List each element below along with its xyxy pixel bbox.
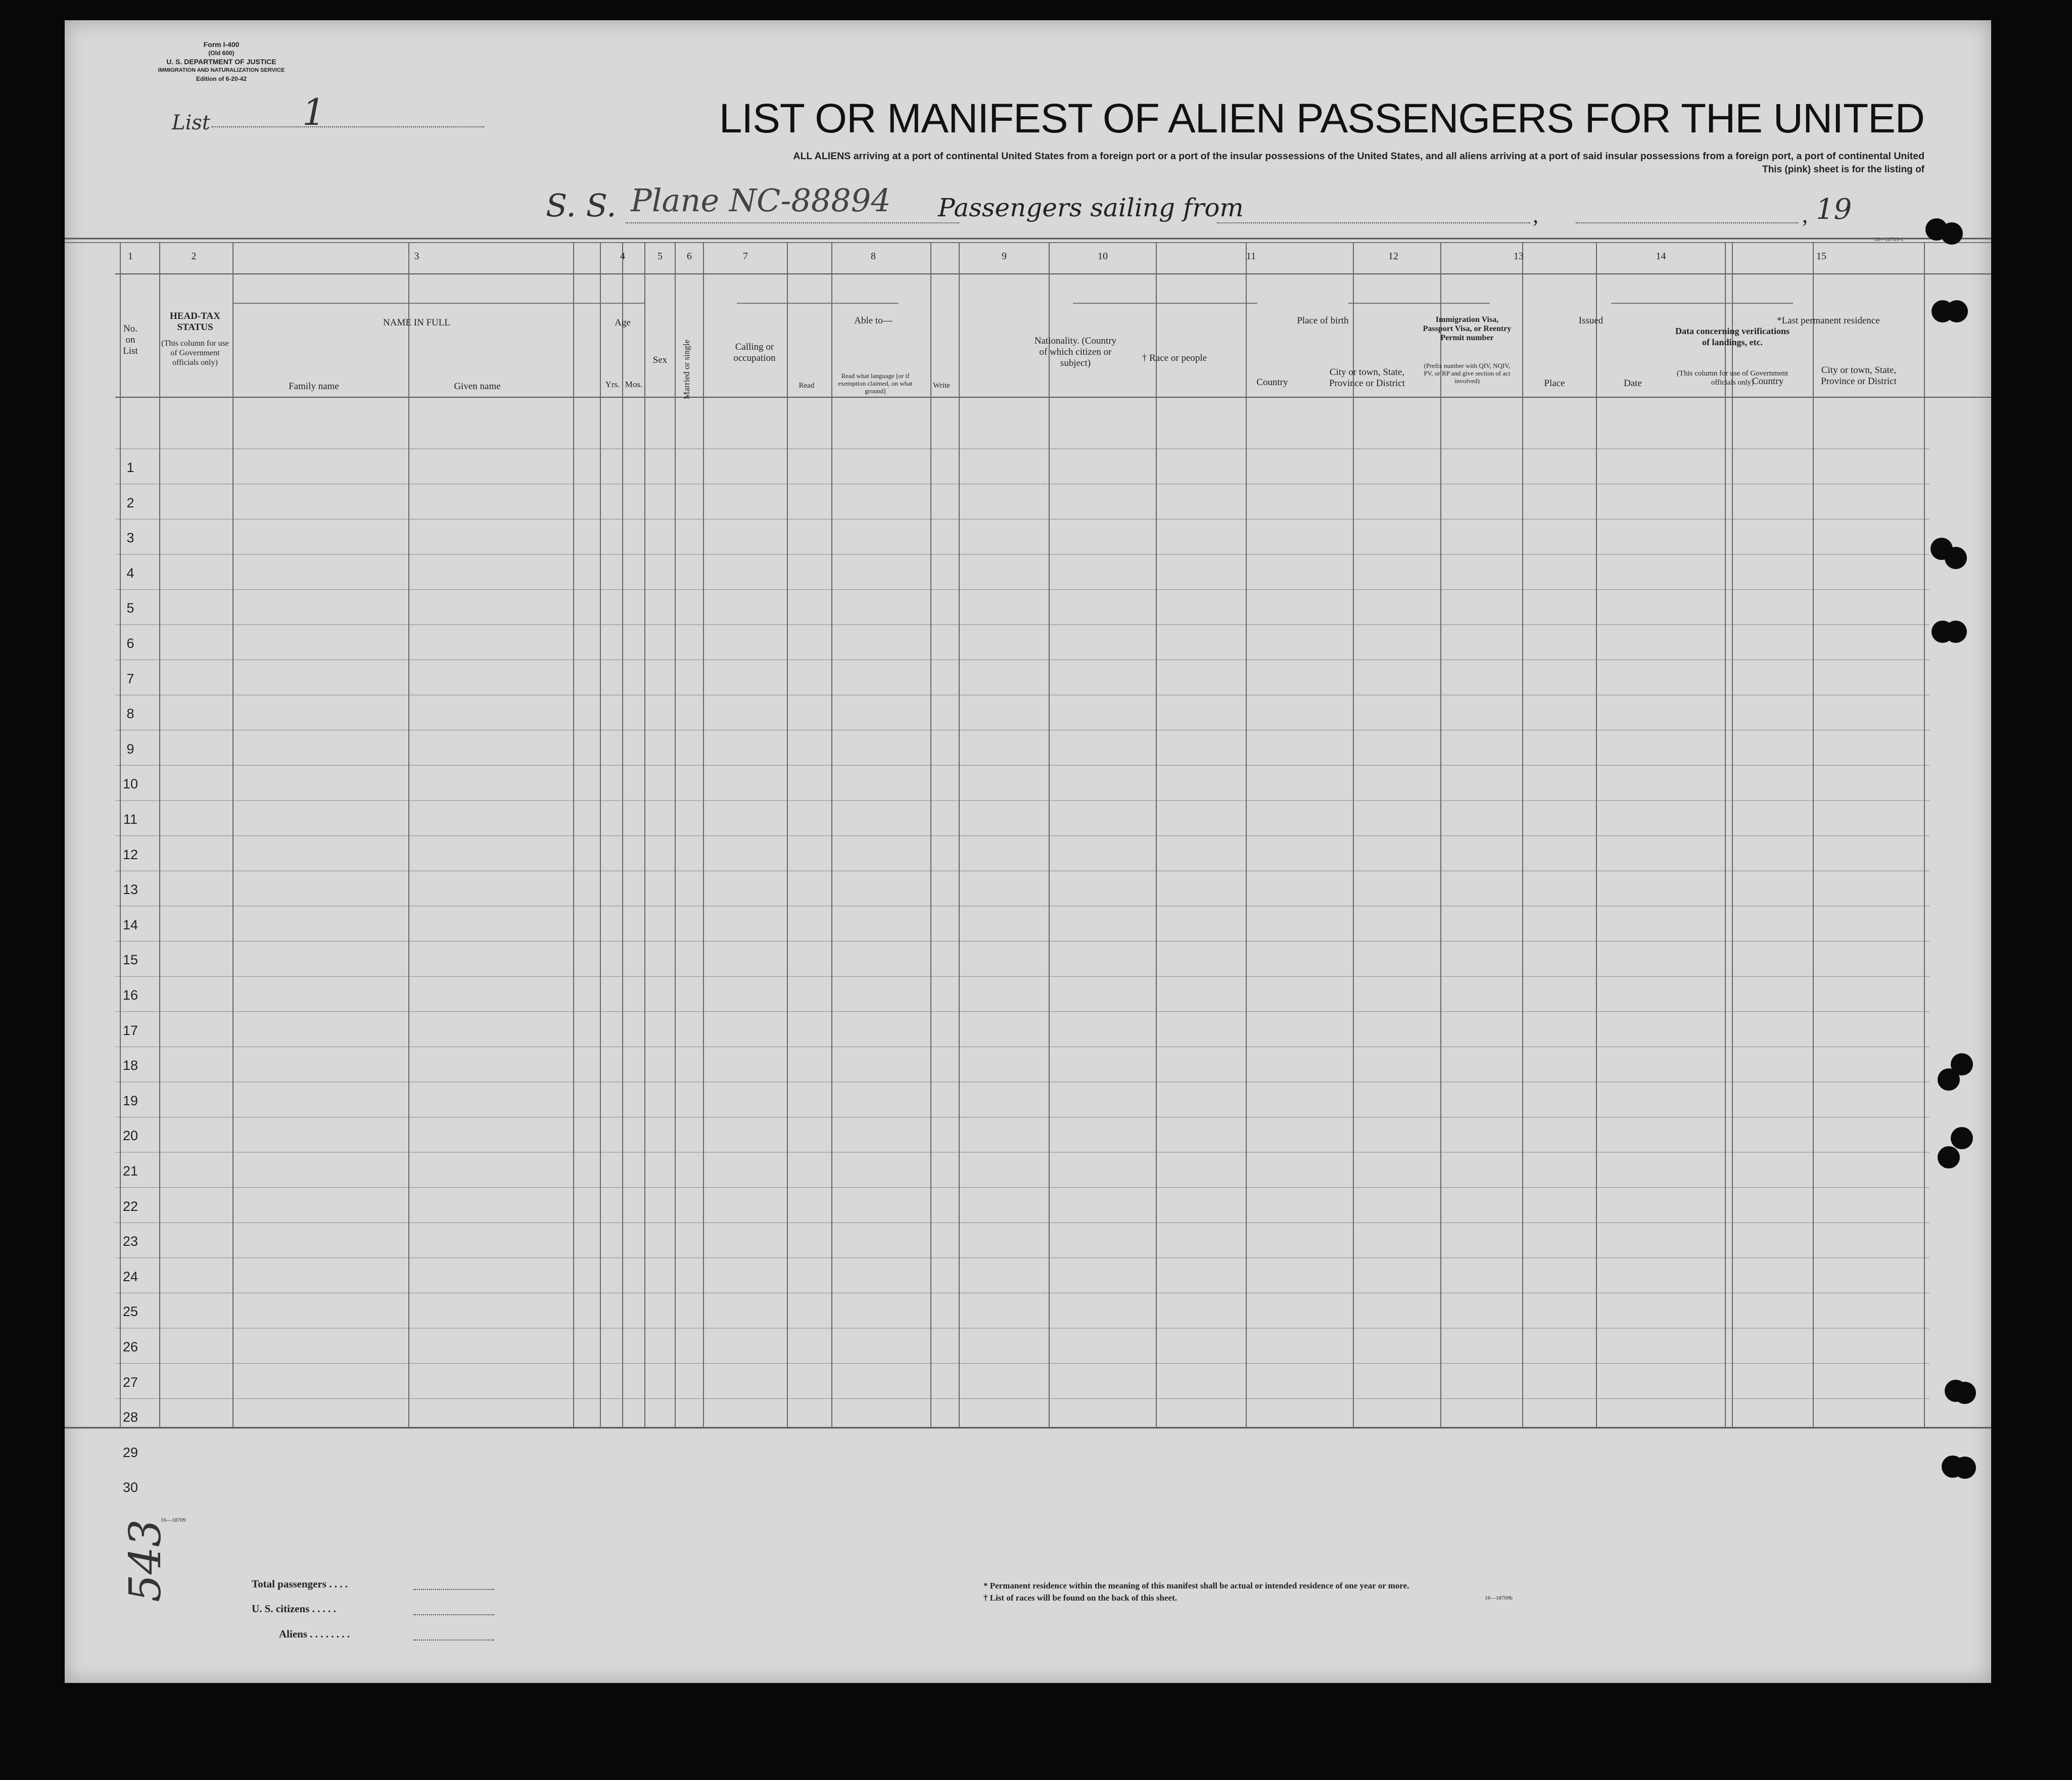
row-number: 22 <box>122 1198 138 1214</box>
header-yrs: Yrs. <box>605 380 620 389</box>
year-comma: , <box>1802 203 1808 227</box>
row-number: 27 <box>122 1374 138 1390</box>
col-number: 14 <box>1656 251 1666 262</box>
row-number: 10 <box>122 776 138 792</box>
bottom-code: 16—18709 <box>161 1517 186 1523</box>
margin-number: 543 <box>120 1519 171 1602</box>
manifest-grid <box>65 20 1991 1683</box>
row-number: 24 <box>122 1269 138 1284</box>
row-number: 16 <box>122 988 138 1003</box>
header-write: Write <box>933 382 950 390</box>
header-no-on-list: No. on List <box>123 323 138 356</box>
row-number: 7 <box>126 671 134 686</box>
header-lr-country: Country <box>1752 376 1784 387</box>
row-number: 29 <box>122 1444 138 1460</box>
punch-hole <box>1951 1127 1973 1149</box>
header-head-tax-note: (This column for use of Government officials only) <box>161 339 229 367</box>
col-number: 2 <box>191 251 197 262</box>
col-number: 1 <box>128 251 133 262</box>
header-visa-note: (Prefix number with QIV, NQIV, PV, or RP and give section of act involved) <box>1424 362 1511 385</box>
header-last-residence: *Last permanent residence <box>1777 315 1880 326</box>
row-number: 19 <box>122 1093 138 1108</box>
us-citizens-text: U. S. citizens <box>252 1603 310 1615</box>
row-number: 12 <box>122 847 138 862</box>
header-data-note: (This column for use of Government officials only) <box>1676 369 1788 387</box>
ss-label: S. S. <box>546 187 617 224</box>
manifest-sheet <box>65 20 1991 1683</box>
total-passengers-line <box>413 1589 494 1590</box>
comma-separator: , <box>1533 203 1538 227</box>
page-title: LIST OR MANIFEST OF ALIEN PASSENGERS FOR THE UNITED <box>719 96 1924 142</box>
header-issued: Issued <box>1578 315 1604 326</box>
header-sex: Sex <box>652 355 668 365</box>
header-read: Read <box>798 382 815 390</box>
row-number: 17 <box>122 1022 138 1038</box>
header-data-concerning: Data concerning verifications of landings, etc. <box>1675 326 1790 347</box>
header-name-in-full: NAME IN FULL <box>383 317 450 328</box>
col-number: 4 <box>620 251 625 262</box>
row-number: 9 <box>126 741 134 757</box>
us-citizens-line <box>413 1614 494 1615</box>
col-number: 5 <box>657 251 663 262</box>
form-service: IMMIGRATION AND NATURALIZATION SERVICE <box>158 67 285 73</box>
footnote-code: 16—18709b <box>1485 1595 1513 1601</box>
row-number: 25 <box>122 1304 138 1320</box>
row-number: 30 <box>122 1480 138 1495</box>
row-number: 8 <box>126 706 134 722</box>
header-head-tax: HEAD-TAX STATUS <box>170 311 220 333</box>
header-visa: Immigration Visa, Passport Visa, or Reentry Permit number <box>1423 315 1512 342</box>
header-able-to: Able to— <box>854 315 892 326</box>
form-edition: Edition of 6-20-42 <box>196 75 247 82</box>
header-pob-city: City or town, State, Province or District <box>1329 367 1405 389</box>
subtitle-line1: ALL ALIENS arriving at a port of continental United States from a foreign port or a port of the insular possessions of the United States, and all aliens arriving at a port of said insular possessions from a foreign port, a port of continental United <box>793 151 1924 162</box>
form-old: (Old 600) <box>208 50 234 57</box>
form-dept: U. S. DEPARTMENT OF JUSTICE <box>166 58 276 66</box>
punch-hole <box>1945 547 1967 569</box>
col-number: 7 <box>743 251 748 262</box>
total-passengers-text: Total passengers <box>252 1578 326 1590</box>
subtitle-line2: This (pink) sheet is for the listing of <box>1762 164 1924 175</box>
header-place-of-birth: Place of birth <box>1297 315 1349 326</box>
col-number: 12 <box>1388 251 1398 262</box>
punch-hole <box>1945 621 1967 643</box>
col-number: 11 <box>1246 251 1256 262</box>
header-lr-city: City or town, State, Province or District <box>1821 365 1897 387</box>
punch-hole <box>1938 1146 1960 1168</box>
header-given-name: Given name <box>454 381 501 392</box>
row-number: 23 <box>122 1234 138 1249</box>
col-number: 9 <box>1002 251 1007 262</box>
list-label: List <box>172 111 210 134</box>
header-nationality: Nationality. (Country of which citizen or subject) <box>1034 336 1117 368</box>
sailing-label: Passengers sailing from <box>938 193 1244 222</box>
header-date: Date <box>1624 378 1642 389</box>
row-number: 13 <box>122 882 138 898</box>
row-number: 2 <box>126 495 134 510</box>
header-age: Age <box>615 317 631 328</box>
row-number: 5 <box>126 600 134 616</box>
col-number: 15 <box>1816 251 1826 262</box>
row-number: 14 <box>122 917 138 932</box>
header-race: † Race or people <box>1142 353 1207 363</box>
row-number: 28 <box>122 1410 138 1425</box>
row-number: 26 <box>122 1339 138 1354</box>
aliens-text: Aliens <box>279 1628 308 1640</box>
col-number: 10 <box>1098 251 1108 262</box>
row-number: 6 <box>126 636 134 651</box>
form-number: Form I-400 <box>203 40 240 49</box>
header-read-language: Read what language [or if exemption claimed, on what ground] <box>838 372 913 395</box>
ss-vessel-name: Plane NC-88894 <box>631 182 891 219</box>
punch-hole <box>1954 1382 1976 1404</box>
col-number: 6 <box>687 251 692 262</box>
aliens-line <box>413 1640 494 1641</box>
header-married: Married or single <box>682 339 691 400</box>
row-number: 1 <box>126 460 134 475</box>
header-family-name: Family name <box>289 381 339 392</box>
header-place: Place <box>1544 378 1565 389</box>
row-number: 20 <box>122 1128 138 1144</box>
row-number: 21 <box>122 1163 138 1179</box>
punch-hole <box>1941 222 1963 245</box>
row-number: 11 <box>123 812 138 827</box>
header-pob-country: Country <box>1256 377 1288 388</box>
col-number: 8 <box>871 251 876 262</box>
corner-code: 16—18709-1 <box>1874 237 1904 243</box>
col-number: 3 <box>414 251 419 262</box>
us-citizens-label: U. S. citizens . . . . . <box>252 1603 336 1615</box>
footnote-1: * Permanent residence within the meaning of this manifest shall be actual or intended residence of one year or more. <box>983 1581 1409 1590</box>
header-calling: Calling or occupation <box>733 342 776 363</box>
year-prefix: 19 <box>1816 193 1852 226</box>
footnote-2: † List of races will be found on the back of this sheet. <box>983 1593 1177 1603</box>
total-passengers-label: Total passengers . . . . <box>252 1578 348 1590</box>
row-number: 15 <box>122 952 138 968</box>
row-number: 18 <box>122 1058 138 1073</box>
row-number: 4 <box>126 565 134 581</box>
col-number: 13 <box>1514 251 1524 262</box>
row-number: 3 <box>126 530 134 546</box>
punch-hole <box>1954 1457 1976 1479</box>
punch-hole <box>1938 1068 1960 1091</box>
aliens-label: Aliens . . . . . . . . <box>279 1628 350 1640</box>
list-value: 1 <box>302 91 325 133</box>
punch-hole <box>1946 300 1968 322</box>
header-mos: Mos. <box>625 380 643 389</box>
